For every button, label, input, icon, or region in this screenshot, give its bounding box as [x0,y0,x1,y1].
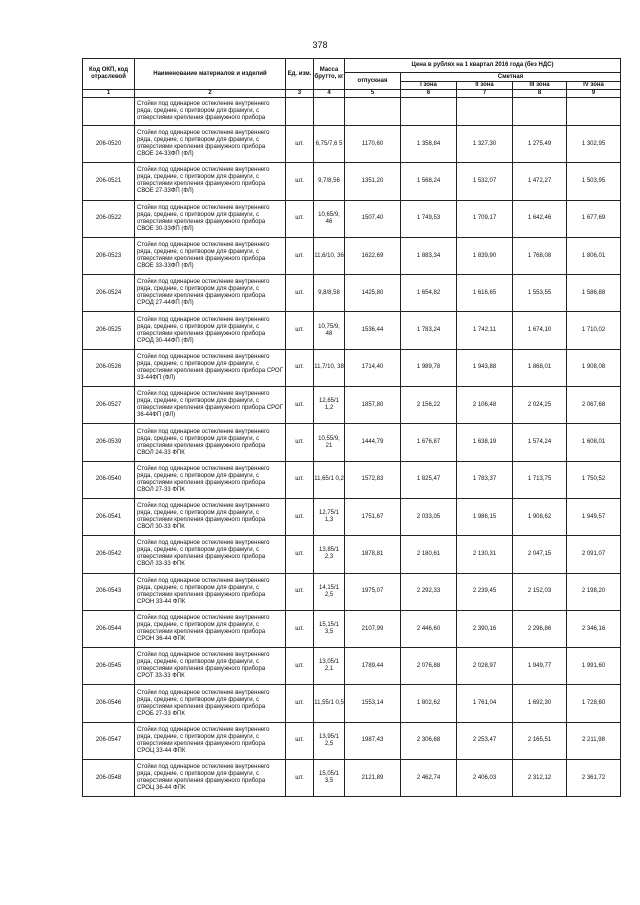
row-unit: шт. [286,312,314,349]
row-price-zone1: 1 654,82 [401,275,457,312]
row-mass: 12,65/1 1,2 [314,387,345,424]
row-mass: 11,65/1 0,2 [314,461,345,498]
row-price-zone2: 2 406,03 [457,760,513,797]
row-name: Стойки под одинарное остекление внутреннего ряда, средние, с притвором для фрамуги, с отверстиями крепления фрамужного прибора СРОН 36-44 ФПК [135,610,286,647]
header-zone2: II зона [457,82,513,90]
row-unit: шт. [286,163,314,200]
row-price-wholesale: 1878,81 [345,536,401,573]
row-price-zone1: 1 802,62 [401,685,457,722]
row-price-zone3: 2 165,51 [513,722,567,759]
table-row [83,685,621,722]
row-name: Стойки под одинарное остекление внутреннего ряда, средние, с притвором для фрамуги, с отверстиями крепления фрамужного прибора СВОЕ 30-33ФП (ФЛ) [135,200,286,237]
row-price-zone4: 1 503,95 [567,163,621,200]
row-unit: шт. [286,498,314,535]
row-name: Стойки под одинарное остекление внутреннего ряда, средние, с притвором для фрамуги, с отверстиями крепления фрамужного прибора СВОЕ 27-33ФП (ФЛ) [135,163,286,200]
row-code: 206-0540 [83,461,135,498]
table-row [83,648,621,685]
row-code: 206-0539 [83,424,135,461]
row-code: 206-0545 [83,648,135,685]
row-price-zone1: 2 462,74 [401,760,457,797]
table-row [83,461,621,498]
row-price-wholesale: 2107,99 [345,610,401,647]
row-price-wholesale: 1507,40 [345,200,401,237]
row-unit: шт. [286,573,314,610]
header-wholesale: отпускная [345,73,401,90]
row-price-zone1: 1 989,78 [401,349,457,386]
table-row [83,760,621,797]
row-price-zone2: 2 239,45 [457,573,513,610]
table-row [83,200,621,237]
row-unit: шт. [286,722,314,759]
row-unit: шт. [286,200,314,237]
row-price-zone1: 1 358,84 [401,126,457,163]
row-price-zone4: 1 302,95 [567,126,621,163]
row-code: 206-0526 [83,349,135,386]
row-name: Стойки под одинарное остекление внутреннего ряда, средние, с притвором для фрамуги, с отверстиями крепления фрамужного прибора СРОД 30-44ФП (ФЛ) [135,312,286,349]
row-price-zone3: 2 047,15 [513,536,567,573]
row-price-zone3: 2 312,12 [513,760,567,797]
row-unit: шт. [286,126,314,163]
row-price-zone2: 1 761,04 [457,685,513,722]
row-name: Стойки под одинарное остекление внутреннего ряда, средние, с притвором для фрамуги, с отверстиями крепления фрамужного прибора СРОН 33-44 ФПК [135,573,286,610]
row-unit: шт. [286,610,314,647]
row-price-zone3: 1 642,46 [513,200,567,237]
row-name: Стойки под одинарное остекление внутреннего ряда, средние, с притвором для фрамуги, с отверстиями крепления фрамужного прибора СРОГ 33-44ФП (ФЛ) [135,349,286,386]
row-code: 206-0523 [83,237,135,274]
row-code: 206-0547 [83,722,135,759]
row-price-zone4: 2 067,68 [567,387,621,424]
row-unit: шт. [286,536,314,573]
row-price-zone1: 2 446,60 [401,610,457,647]
row-price-zone4: 2 211,98 [567,722,621,759]
table-row [83,610,621,647]
row-mass: 11,6/10, 36 [314,237,345,274]
row-mass: 10,55/9, 21 [314,424,345,461]
table-row [83,312,621,349]
row-price-zone3: 1 868,01 [513,349,567,386]
row-mass: 15,05/1 3,5 [314,760,345,797]
table-row [83,536,621,573]
table-row [83,498,621,535]
row-price-zone3: 1 713,75 [513,461,567,498]
row-price-zone1: 2 033,05 [401,498,457,535]
row-code: 206-0543 [83,573,135,610]
intro-row [83,98,621,126]
row-price-zone4: 1 806,01 [567,237,621,274]
row-price-zone2: 1 709,17 [457,200,513,237]
row-name: Стойки под одинарное остекление внутреннего ряда, средние, с притвором для фрамуги, с отверстиями крепления фрамужного прибора СВОЕ 24-33ФП (ФЛ) [135,126,286,163]
row-code: 206-0546 [83,685,135,722]
table-row [83,349,621,386]
row-price-zone1: 2 076,88 [401,648,457,685]
row-price-wholesale: 1975,07 [345,573,401,610]
intro-text: Стойки под одинарное остекление внутреннего ряда, средние, с притвором для фрамуги, с отверстиями крепления фрамужного прибора [135,98,286,126]
header-zone1: I зона [401,82,457,90]
row-unit: шт. [286,461,314,498]
row-code: 206-0527 [83,387,135,424]
row-price-zone3: 2 296,86 [513,610,567,647]
row-price-zone2: 2 390,16 [457,610,513,647]
row-mass: 11,7/10, 38 [314,349,345,386]
row-mass: 13,95/1 2,5 [314,722,345,759]
row-price-zone3: 1 768,08 [513,237,567,274]
row-name: Стойки под одинарное остекление внутреннего ряда, средние, с притвором для фрамуги, с отверстиями крепления фрамужного прибора СРОЦ 36-44 ФПК [135,760,286,797]
row-name: Стойки под одинарное остекление внутреннего ряда, средние, с притвором для фрамуги, с отверстиями крепления фрамужного прибора СВОЕ 33-33ФП (ФЛ) [135,237,286,274]
row-price-zone4: 2 361,72 [567,760,621,797]
row-name: Стойки под одинарное остекление внутреннего ряда, средние, с притвором для фрамуги, с отверстиями крепления фрамужного прибора СВОЛ 33-33 ФПК [135,536,286,573]
table-row [83,573,621,610]
table-row [83,275,621,312]
row-price-wholesale: 2121,89 [345,760,401,797]
row-price-zone1: 1 749,53 [401,200,457,237]
table-row [83,237,621,274]
row-price-zone1: 1 825,47 [401,461,457,498]
row-mass: 12,75/1 1,3 [314,498,345,535]
column-number: 3 [286,90,314,98]
row-price-zone2: 2 028,97 [457,648,513,685]
row-mass: 15,15/1 3,5 [314,610,345,647]
row-price-zone3: 1 908,62 [513,498,567,535]
row-price-zone4: 1 728,60 [567,685,621,722]
row-mass: 13,05/1 2,1 [314,648,345,685]
row-price-wholesale: 1857,80 [345,387,401,424]
column-number: 4 [314,90,345,98]
row-price-zone4: 1 908,08 [567,349,621,386]
row-price-zone1: 1 883,34 [401,237,457,274]
row-name: Стойки под одинарное остекление внутреннего ряда, средние, с притвором для фрамуги, с отверстиями крепления фрамужного прибора СРОБ 27-33 ФПК [135,685,286,722]
row-unit: шт. [286,760,314,797]
row-price-zone2: 1 783,37 [457,461,513,498]
row-price-wholesale: 1789,44 [345,648,401,685]
row-price-zone3: 1 275,49 [513,126,567,163]
row-price-zone4: 2 198,20 [567,573,621,610]
row-price-zone2: 1 327,30 [457,126,513,163]
row-mass: 10,65/9, 46 [314,200,345,237]
row-price-zone1: 2 292,33 [401,573,457,610]
table-row [83,424,621,461]
row-name: Стойки под одинарное остекление внутреннего ряда, средние, с притвором для фрамуги, с отверстиями крепления фрамужного прибора СВОЛ 27-33 ФПК [135,461,286,498]
row-price-zone2: 1 742,11 [457,312,513,349]
column-numbers-row [83,90,621,98]
row-unit: шт. [286,685,314,722]
row-price-zone4: 1 949,57 [567,498,621,535]
row-code: 206-0544 [83,610,135,647]
row-price-zone2: 2 253,47 [457,722,513,759]
row-price-zone2: 1 532,07 [457,163,513,200]
header-unit: Ед. изм. [286,59,314,90]
header-name: Наименование материалов и изделий [135,59,286,90]
row-price-zone1: 2 180,61 [401,536,457,573]
row-price-wholesale: 1536,44 [345,312,401,349]
row-price-zone1: 1 568,24 [401,163,457,200]
header-estimate: Сметная [401,73,621,82]
row-name: Стойки под одинарное остекление внутреннего ряда, средние, с притвором для фрамуги, с отверстиями крепления фрамужного прибора СВОЛ 30-33 ФПК [135,498,286,535]
row-price-zone1: 1 676,87 [401,424,457,461]
row-price-zone4: 1 677,69 [567,200,621,237]
row-price-wholesale: 1714,40 [345,349,401,386]
row-price-zone4: 1 710,02 [567,312,621,349]
header-price-group: Цена в рублях на 1 квартал 2016 года (без НДС) [345,59,621,73]
table-row [83,387,621,424]
row-code: 206-0520 [83,126,135,163]
row-price-wholesale: 1444,79 [345,424,401,461]
row-code: 206-0524 [83,275,135,312]
row-unit: шт. [286,275,314,312]
row-price-zone3: 1 553,55 [513,275,567,312]
row-price-wholesale: 1572,83 [345,461,401,498]
row-price-zone2: 1 986,15 [457,498,513,535]
column-number: 2 [135,90,286,98]
row-price-zone2: 2 130,31 [457,536,513,573]
row-price-wholesale: 1622,69 [345,237,401,274]
header-code: Код ОКП, код отраслевой [83,59,135,90]
row-code: 206-0548 [83,760,135,797]
row-price-zone3: 1 674,10 [513,312,567,349]
column-number: 7 [457,90,513,98]
column-number: 9 [567,90,621,98]
header-zone3: III зона [513,82,567,90]
row-price-zone4: 2 091,07 [567,536,621,573]
row-price-zone2: 1 839,90 [457,237,513,274]
page-number: 378 [312,40,328,50]
row-mass: 14,15/1 2,5 [314,573,345,610]
row-price-zone2: 1 943,88 [457,349,513,386]
row-price-zone2: 1 616,65 [457,275,513,312]
row-price-zone3: 2 024,25 [513,387,567,424]
column-number: 8 [513,90,567,98]
row-price-zone2: 2 106,48 [457,387,513,424]
header-zone4: IV зона [567,82,621,90]
row-price-wholesale: 1751,67 [345,498,401,535]
row-mass: 6,75/7,6 5 [314,126,345,163]
row-price-zone1: 2 156,22 [401,387,457,424]
row-code: 206-0541 [83,498,135,535]
row-name: Стойки под одинарное остекление внутреннего ряда, средние, с притвором для фрамуги, с отверстиями крепления фрамужного прибора СРОД 27-44ФП (ФЛ) [135,275,286,312]
row-mass: 13,85/1 2,3 [314,536,345,573]
row-name: Стойки под одинарное остекление внутреннего ряда, средние, с притвором для фрамуги, с отверстиями крепления фрамужного прибора СРОТ 33-33 ФПК [135,648,286,685]
row-price-wholesale: 1170,60 [345,126,401,163]
row-price-zone4: 1 608,01 [567,424,621,461]
header-mass: Масса брутто, кг [314,59,345,90]
row-price-zone4: 1 586,88 [567,275,621,312]
row-price-zone3: 2 152,03 [513,573,567,610]
row-name: Стойки под одинарное остекление внутреннего ряда, средние, с притвором для фрамуги, с отверстиями крепления фрамужного прибора СВОЛ 24-33 ФПК [135,424,286,461]
row-code: 206-0542 [83,536,135,573]
row-mass: 9,7/8,56 [314,163,345,200]
row-price-wholesale: 1553,14 [345,685,401,722]
row-mass: 11,55/1 0,5 [314,685,345,722]
row-unit: шт. [286,424,314,461]
row-price-wholesale: 1351,20 [345,163,401,200]
row-unit: шт. [286,349,314,386]
row-unit: шт. [286,237,314,274]
row-code: 206-0522 [83,200,135,237]
row-code: 206-0521 [83,163,135,200]
price-table [82,58,621,797]
row-mass: 10,75/9, 48 [314,312,345,349]
row-price-zone1: 1 783,24 [401,312,457,349]
row-price-zone3: 1 472,27 [513,163,567,200]
row-mass: 9,8/8,58 [314,275,345,312]
table-row [83,722,621,759]
row-price-zone3: 1 692,30 [513,685,567,722]
column-number: 6 [401,90,457,98]
row-code: 206-0525 [83,312,135,349]
row-name: Стойки под одинарное остекление внутреннего ряда, средние, с притвором для фрамуги, с отверстиями крепления фрамужного прибора СРОГ 36-44ФП (ФЛ) [135,387,286,424]
table-row [83,126,621,163]
row-price-zone3: 1 574,24 [513,424,567,461]
row-unit: шт. [286,648,314,685]
row-price-zone4: 1 750,52 [567,461,621,498]
row-price-zone3: 1 949,77 [513,648,567,685]
row-price-zone4: 1 991,60 [567,648,621,685]
row-price-wholesale: 1987,43 [345,722,401,759]
table-row [83,163,621,200]
row-price-zone2: 1 638,19 [457,424,513,461]
row-unit: шт. [286,387,314,424]
row-price-wholesale: 1425,80 [345,275,401,312]
row-price-zone1: 2 306,68 [401,722,457,759]
column-number: 5 [345,90,401,98]
column-number: 1 [83,90,135,98]
row-name: Стойки под одинарное остекление внутреннего ряда, средние, с притвором для фрамуги, с отверстиями крепления фрамужного прибора СРОЦ 33-44 ФПК [135,722,286,759]
row-price-zone4: 2 346,16 [567,610,621,647]
